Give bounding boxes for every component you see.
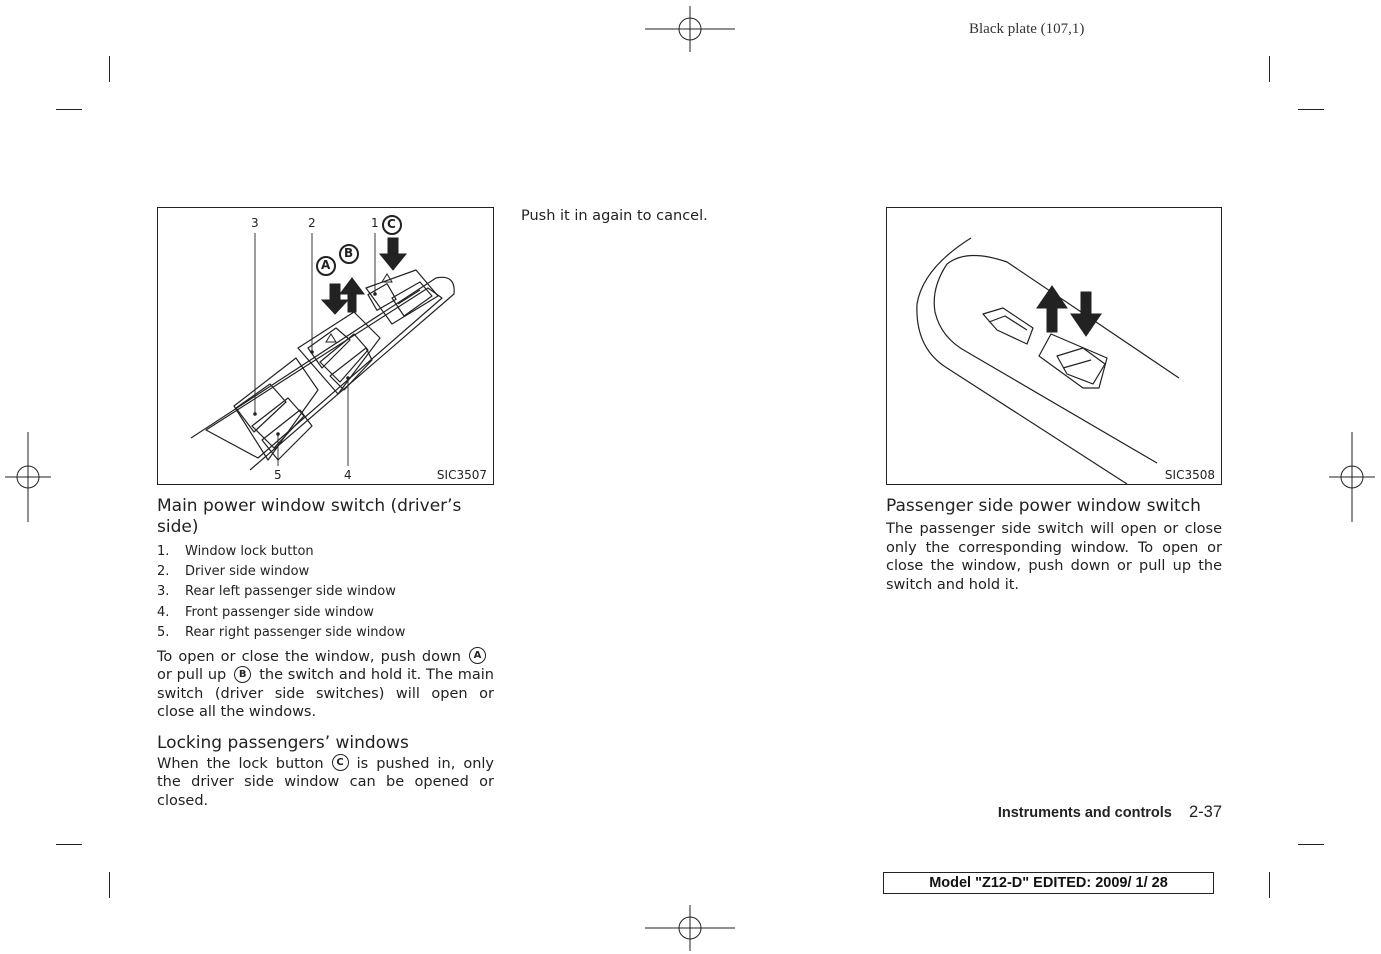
callout-number-4: 4: [344, 468, 352, 482]
callout-letter-c: C: [387, 217, 396, 231]
model-edited-box: Model "Z12-D" EDITED: 2009/ 1/ 28: [883, 872, 1214, 894]
passenger-switch-illustration: [886, 207, 1222, 485]
cancel-paragraph: Push it in again to cancel.: [521, 208, 708, 224]
passenger-switch-heading: Passenger side power window switch: [886, 496, 1201, 516]
passenger-switch-drawing: [887, 208, 1221, 484]
callout-number-5: 5: [274, 468, 282, 482]
symbol-b-icon: B: [234, 666, 251, 683]
passenger-switch-paragraph: The passenger side switch will open or close only the corresponding window. To open or close the window, push down or pull up the switch and hold it.: [886, 521, 1222, 593]
callout-letter-a: A: [321, 258, 331, 272]
list-item: 5. Rear right passenger side window: [157, 624, 406, 640]
main-switch-heading: Main power window switch (driver’s side): [157, 496, 462, 537]
callout-number-1: 1: [371, 216, 379, 230]
page-footer: [900, 802, 1222, 822]
page-number: 2-37: [1188, 803, 1222, 821]
registration-mark-bottom: [645, 905, 735, 951]
symbol-a-icon: A: [469, 647, 486, 664]
open-close-paragraph: To open or close the window, push down Aor pull up B the switch and hold it. The main switch (driver side switches) will open or close all the windows.: [157, 648, 494, 721]
switch-parts-list: [157, 544, 494, 645]
locking-paragraph: When the lock button C is pushed in, only the driver side window can be opened or closed.: [157, 755, 494, 809]
locking-heading: Locking passengers’ windows: [157, 732, 409, 753]
registration-mark-right: [1329, 432, 1375, 522]
list-item: 2. Driver side window: [157, 564, 310, 580]
plate-label: Black plate (107,1): [969, 21, 1085, 37]
main-switch-illustration: [157, 207, 494, 485]
list-item: 1. Window lock button: [157, 544, 314, 559]
right-column: [886, 496, 1222, 594]
driver-switch-drawing: [158, 208, 493, 484]
callout-number-3: 3: [251, 216, 259, 230]
footer-section-title: Instruments and controls: [997, 805, 1172, 821]
figure-code-right: SIC3508: [1164, 468, 1215, 482]
symbol-c-icon: C: [332, 754, 349, 771]
left-column: [157, 496, 494, 810]
list-item: 3. Rear left passenger side window: [157, 584, 396, 600]
callout-letter-b: B: [344, 246, 354, 260]
figure-code-left: SIC3507: [436, 468, 487, 482]
registration-mark-left: [5, 432, 51, 522]
list-item: 4. Front passenger side window: [157, 604, 374, 620]
callout-number-2: 2: [308, 216, 316, 230]
registration-mark-top: [645, 6, 735, 52]
